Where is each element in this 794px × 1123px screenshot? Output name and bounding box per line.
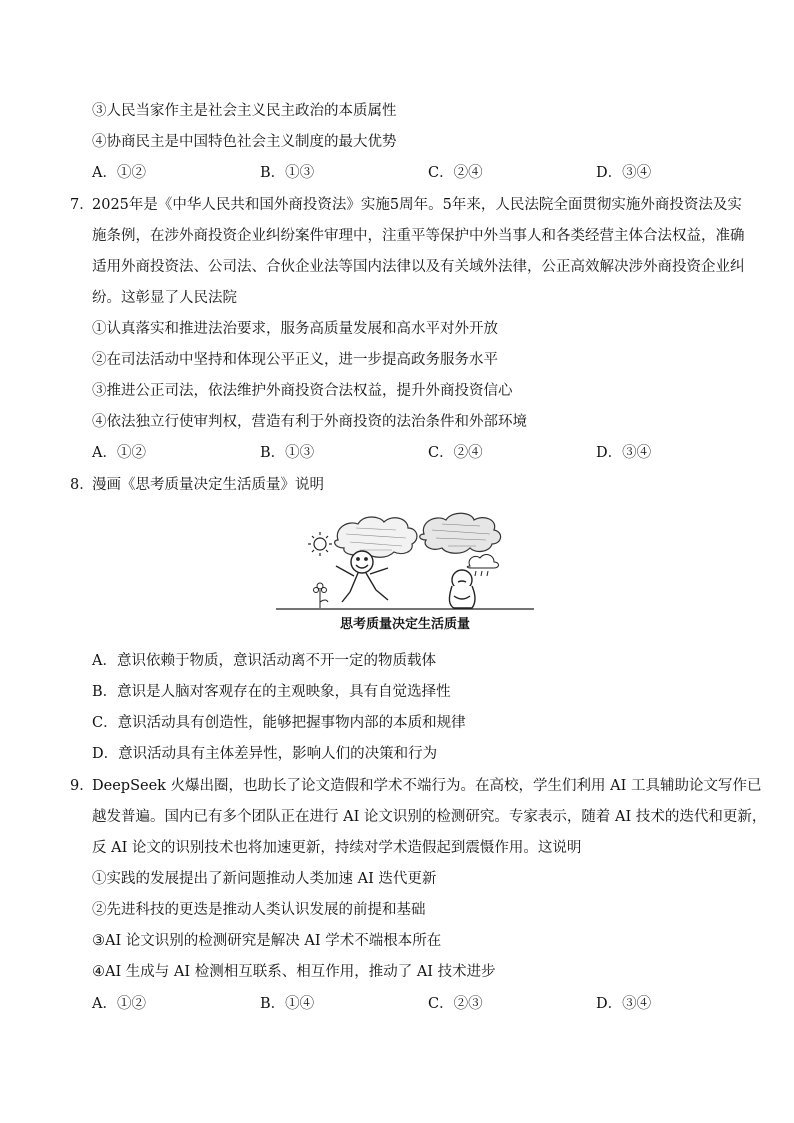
- prev-choice-c: C．②④: [428, 165, 483, 181]
- q7-option-1: ①认真落实和推进法治要求，服务高质量发展和高水平对外开放: [92, 321, 498, 337]
- q7-stem-line-4: 纷。这彰显了人民法院: [92, 290, 237, 306]
- q9-stem-line-3: 反 AI 论文的识别技术也将加速更新，持续对学术造假起到震慑作用。这说明: [92, 840, 582, 856]
- prev-option-4: ④协商民主是中国特色社会主义制度的最大优势: [92, 134, 397, 150]
- prev-choice-d: D．③④: [596, 165, 652, 181]
- q8-stem: 漫画《思考质量决定生活质量》说明: [92, 477, 324, 493]
- q7-stem-line-3: 适用外商投资法、公司法、合伙企业法等国内法律以及有关域外法律，公正高效解决涉外商投资企业纠: [92, 259, 745, 275]
- q9-number: 9．: [70, 778, 94, 794]
- q7-choice-d: D．③④: [596, 445, 652, 461]
- q7-option-3: ③推进公正司法，依法维护外商投资合法权益，提升外商投资信心: [92, 383, 513, 399]
- q8-option-a: A．意识依赖于物质，意识活动离不开一定的物质载体: [92, 653, 436, 669]
- sad-figure: [449, 570, 475, 608]
- q9-option-4: ④AI 生成与 AI 检测相互联系、相互作用，推动了 AI 技术进步: [92, 964, 496, 980]
- q7-choice-b: B．①③: [260, 445, 315, 461]
- q9-choice-a: A．①②: [92, 996, 146, 1012]
- cartoon-drawing: [276, 510, 534, 610]
- q9-stem-line-1: DeepSeek 火爆出圈，也助长了论文造假和学术不端行为。在高校，学生们利用 AI 工具辅助论文写作已: [92, 778, 762, 794]
- q9-choice-b: B．①④: [260, 996, 315, 1012]
- q9-option-1: ①实践的发展提出了新问题推动人类加速 AI 迭代更新: [92, 871, 437, 887]
- q9-choice-d: D．③④: [596, 996, 652, 1012]
- q7-stem-line-1: 2025年是《中华人民共和国外商投资法》实施5周年。5年来，人民法院全面贯彻实施外商投资法及实: [92, 197, 742, 213]
- thought-cloud-right: [420, 513, 501, 553]
- q8-option-c: C．意识活动具有创造性，能够把握事物内部的本质和规律: [92, 715, 466, 731]
- rain-cloud-icon: [467, 555, 498, 576]
- q8-number: 8．: [70, 477, 94, 493]
- q8-option-b: B．意识是人脑对客观存在的主观映象，具有自觉选择性: [92, 684, 451, 700]
- q9-stem-line-2: 越发普遍。国内已有多个团队正在进行 AI 论文识别的检测研究。专家表示，随着 AI 技术的迭代和更新，: [92, 809, 767, 825]
- thought-cloud-left: [335, 517, 417, 557]
- q7-choice-c: C．②④: [428, 445, 483, 461]
- q9-option-2: ②先进科技的更迭是推动人类认识发展的前提和基础: [92, 902, 426, 918]
- cartoon-illustration: [276, 510, 534, 635]
- cartoon-caption: 思考质量决定生活质量: [339, 617, 470, 632]
- q7-choice-a: A．①②: [92, 445, 146, 461]
- q7-option-2: ②在司法活动中坚持和体现公平正义，进一步提高政务服务水平: [92, 352, 498, 368]
- happy-figure: [336, 551, 388, 602]
- prev-option-3: ③人民当家作主是社会主义民主政治的本质属性: [92, 103, 397, 119]
- q9-choice-c: C．②③: [428, 996, 483, 1012]
- prev-choice-a: A．①②: [92, 165, 146, 181]
- prev-choice-b: B．①③: [260, 165, 315, 181]
- sun-icon: [308, 532, 332, 556]
- q7-stem-line-2: 施条例，在涉外商投资企业纠纷案件审理中，注重平等保护中外当事人和各类经营主体合法权益，准确: [92, 228, 745, 244]
- q9-option-3: ③AI 论文识别的检测研究是解决 AI 学术不端根本所在: [92, 933, 442, 949]
- q7-number: 7．: [70, 197, 94, 213]
- flower-icon: [314, 583, 329, 608]
- q7-option-4: ④依法独立行使审判权，营造有利于外商投资的法治条件和外部环境: [92, 414, 527, 430]
- q8-option-d: D．意识活动具有主体差异性，影响人们的决策和行为: [92, 746, 438, 762]
